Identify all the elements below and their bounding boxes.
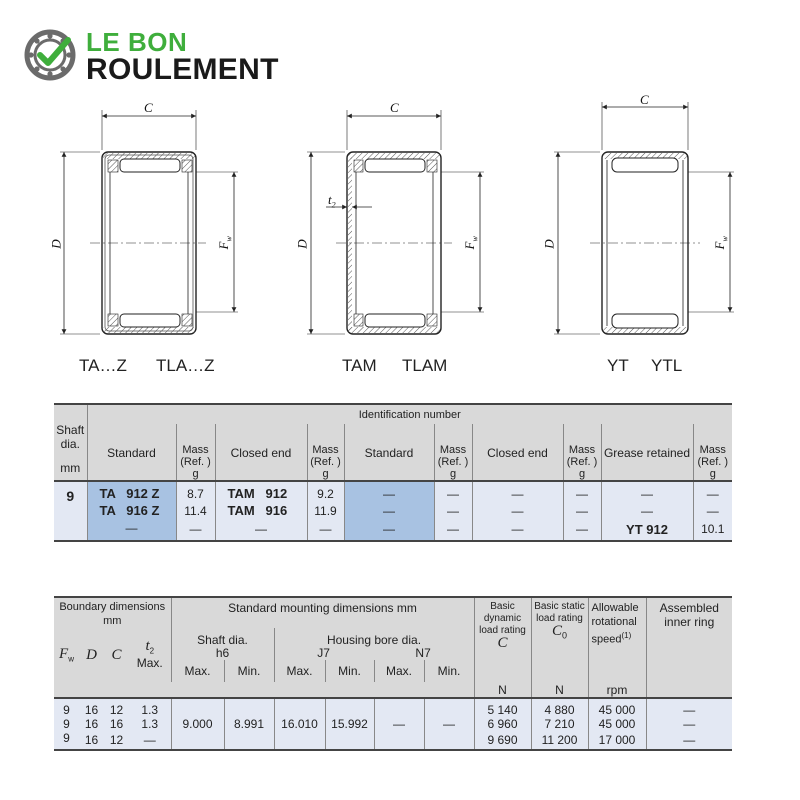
part-number: — (601, 481, 693, 501)
c-header: C (111, 646, 122, 663)
group-closed-a: Closed end (215, 424, 307, 481)
logo-text-top: LE BON (86, 27, 188, 57)
dynamic-load-value: 6 960 (474, 717, 531, 731)
mass-header-2: Mass (Ref. ) g (307, 424, 344, 481)
identification-header: Identification number (87, 404, 732, 424)
dynamic-load-header: Basic dynamic load rating C (474, 597, 531, 682)
part-number: — (472, 501, 563, 518)
group-grease-retained: Grease retained (601, 424, 693, 481)
dim-fw-label-1: $F_w$ (215, 236, 234, 250)
mass-value: — (563, 481, 601, 501)
speed-header: Allowable rotational speed$^{(1)}$ (588, 597, 646, 682)
identification-table (54, 403, 732, 542)
mass-value: 9.2 (307, 481, 344, 501)
fw-value: 9 (63, 731, 70, 745)
mass-value: — (434, 501, 472, 518)
mass-value: — (693, 501, 732, 518)
max-header: Max. (274, 660, 325, 682)
mass-value: — (563, 501, 601, 518)
mass-value: — (434, 518, 472, 541)
unit-n: N (474, 682, 531, 698)
inner-ring-value: — (646, 698, 732, 717)
fw-value: 9 (63, 717, 70, 731)
dim-c-label-3: C (640, 92, 649, 107)
caption-tam: TAM (342, 356, 377, 375)
part-number: — (472, 481, 563, 501)
mass-header-4: Mass (Ref. ) g (563, 424, 601, 481)
part-number: — (344, 518, 434, 541)
drawing-yt (554, 102, 734, 334)
dim-d-label-2: D (294, 239, 310, 249)
drawing-ta-z (60, 110, 238, 334)
mass-value: — (434, 481, 472, 501)
shaft-dia-header: Shaft dia. mm (56, 423, 85, 475)
unit-rpm: rpm (588, 682, 646, 698)
mass-value: 10.1 (693, 518, 732, 541)
part-number: — (215, 518, 307, 541)
mass-value: 8.7 (176, 481, 215, 501)
boundary-header: Boundary dimensions mm (59, 601, 166, 627)
n7-min-value: — (424, 698, 474, 750)
speed-value: 45 000 (588, 717, 646, 731)
max-header: Max. (374, 660, 424, 682)
fw-header: $F_w$ (59, 646, 74, 664)
j7-max-value: 16.010 (274, 698, 325, 750)
d-value: 16 (84, 733, 99, 747)
dim-d-label-3: D (541, 239, 557, 249)
part-number: TAM 912 (215, 481, 307, 501)
inner-ring-header: Assembled inner ring (646, 597, 732, 682)
part-number: TA 916 Z (87, 501, 176, 518)
table-row (54, 501, 732, 518)
min-header: Min. (325, 660, 374, 682)
t2-value: — (143, 733, 156, 747)
dimensions-table (54, 596, 732, 751)
mass-value: — (563, 518, 601, 541)
unit-n: N (531, 682, 588, 698)
part-number: TAM 916 (215, 501, 307, 518)
mass-value: 11.4 (176, 501, 215, 518)
shaft-max-value: 9.000 (171, 698, 224, 750)
fw-value: 9 (63, 703, 70, 717)
group-standard-a: Standard (87, 424, 176, 481)
speed-value: 45 000 (588, 698, 646, 717)
housing-header: Housing bore dia. J7 N7 (274, 628, 474, 660)
table-row (54, 698, 732, 717)
part-number: — (87, 518, 176, 541)
t2-header: $t_2$ Max. (136, 637, 163, 671)
d-value: 16 (84, 703, 99, 717)
shaft-dia-header: Shaft dia. h6 (171, 628, 274, 660)
caption-tlam: TLAM (402, 356, 448, 375)
c-value: 16 (109, 717, 124, 731)
mass-value: 11.9 (307, 501, 344, 518)
bearing-check-icon (24, 28, 78, 82)
part-number: — (472, 518, 563, 541)
c-value: 12 (109, 733, 124, 747)
speed-value: 17 000 (588, 731, 646, 750)
mass-value: — (176, 518, 215, 541)
brand-logo (24, 28, 304, 84)
t2-value: 1.3 (141, 703, 159, 717)
caption-yt: YT (607, 356, 629, 375)
part-number: — (344, 481, 434, 501)
static-load-value: 11 200 (531, 731, 588, 750)
n7-max-value: — (374, 698, 424, 750)
group-closed-b: Closed end (472, 424, 563, 481)
mass-header-5: Mass (Ref. ) g (693, 424, 732, 481)
dynamic-load-value: 9 690 (474, 731, 531, 750)
mass-value: — (693, 481, 732, 501)
part-number: TA 912 Z (87, 481, 176, 501)
c-value: 12 (109, 703, 124, 717)
part-number: — (601, 501, 693, 518)
bearing-drawings (0, 90, 800, 390)
shaft-min-value: 8.991 (224, 698, 274, 750)
inner-ring-value: — (646, 731, 732, 750)
dim-fw-label-2: $F_w$ (461, 236, 480, 250)
d-value: 16 (84, 717, 99, 731)
mounting-header: Standard mounting dimensions mm (171, 597, 474, 628)
part-number: YT 912 (601, 518, 693, 541)
part-number: — (344, 501, 434, 518)
table-row (54, 518, 732, 541)
d-header: D (86, 646, 97, 663)
table-row (54, 481, 732, 501)
caption-ytl: YTL (651, 356, 683, 375)
dim-d-label-1: D (48, 239, 64, 249)
dynamic-load-value: 5 140 (474, 698, 531, 717)
min-header: Min. (424, 660, 474, 682)
caption-ta-z: TA…Z (79, 356, 127, 375)
technical-drawing (0, 90, 800, 390)
dim-t2-label: $t_2$ (328, 192, 336, 210)
shaft-value: 9 (66, 488, 75, 504)
mass-header-3: Mass (Ref. ) g (434, 424, 472, 481)
static-load-value: 4 880 (531, 698, 588, 717)
static-load-header: Basic static load rating $C_0$ (531, 597, 588, 682)
dim-c-label-1: C (144, 100, 153, 115)
min-header: Min. (224, 660, 274, 682)
dim-fw-label-3: $F_w$ (711, 236, 730, 250)
inner-ring-value: — (646, 717, 732, 731)
dim-c-label-2: C (390, 100, 399, 115)
max-header: Max. (171, 660, 224, 682)
group-standard-b: Standard (344, 424, 434, 481)
j7-min-value: 15.992 (325, 698, 374, 750)
drawing-tam (307, 110, 484, 334)
t2-value: 1.3 (141, 717, 159, 731)
logo-text-bottom: ROULEMENT (86, 53, 279, 86)
mass-header-1: Mass (Ref. ) g (176, 424, 215, 481)
static-load-value: 7 210 (531, 717, 588, 731)
mass-value: — (307, 518, 344, 541)
caption-tla-z: TLA…Z (156, 356, 215, 375)
